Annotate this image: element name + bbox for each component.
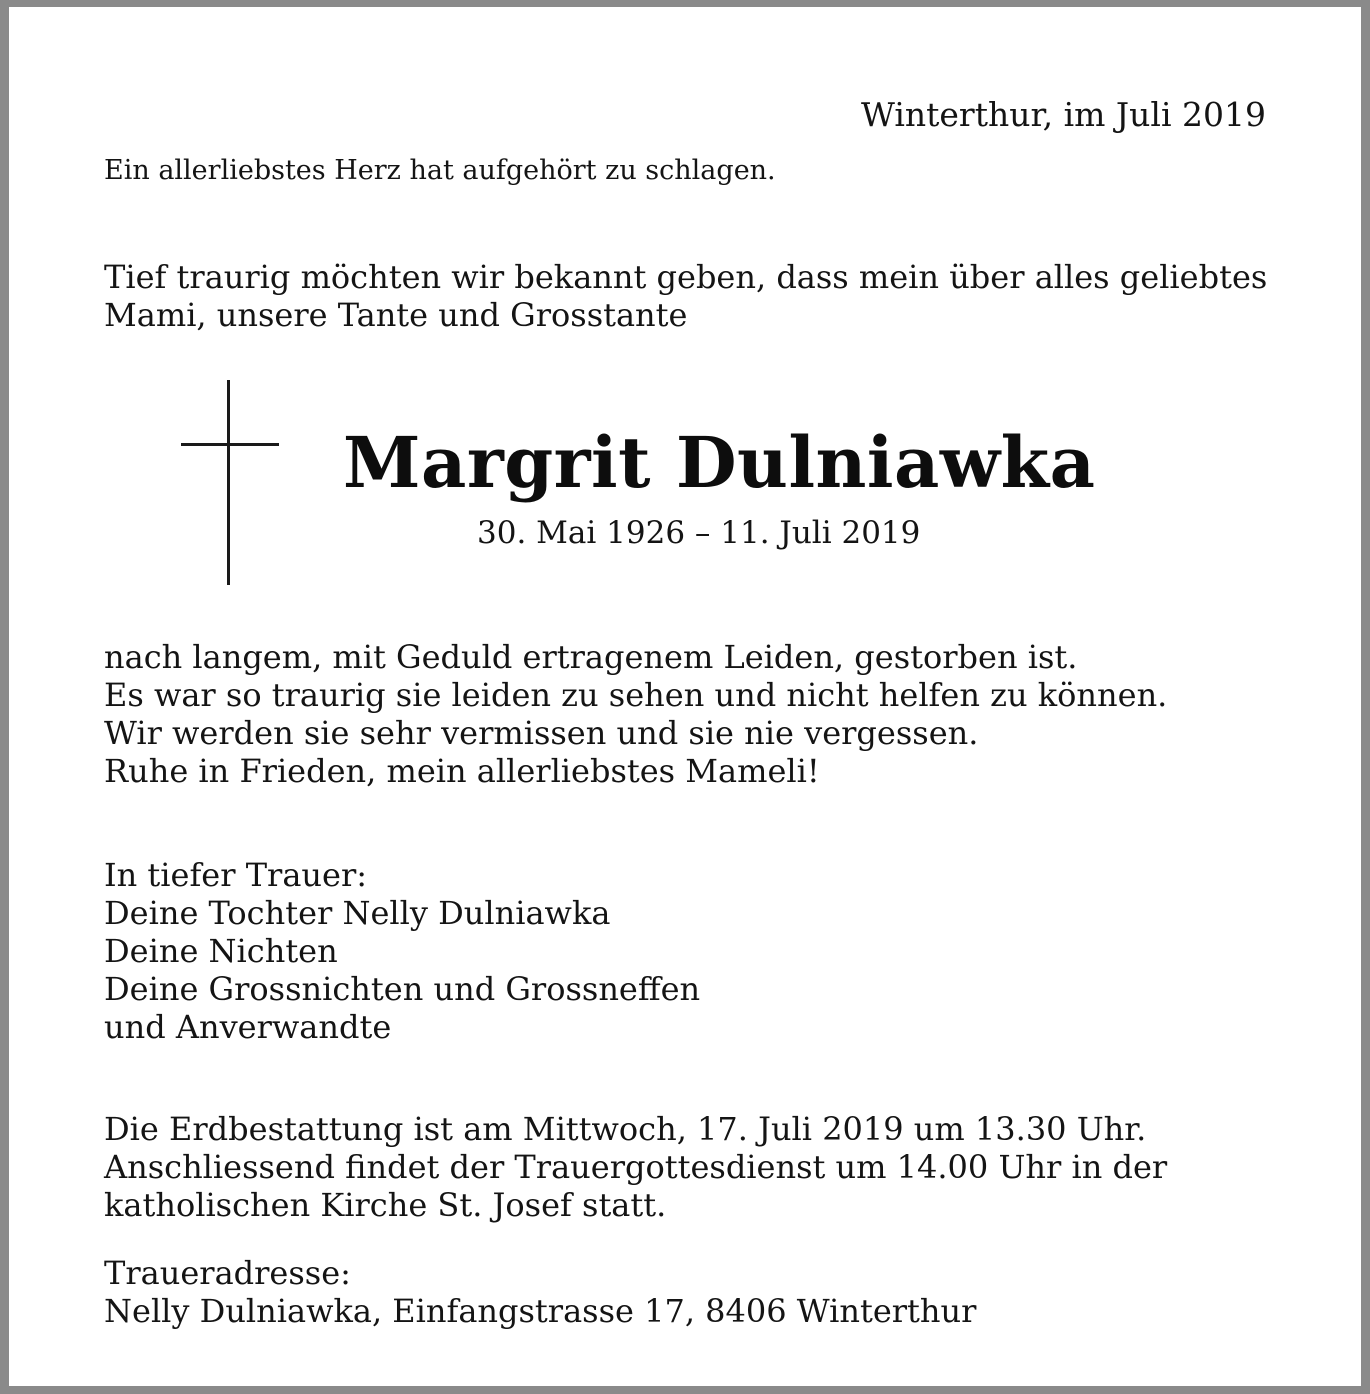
funeral-line: Die Erdbestattung ist am Mittwoch, 17. Juli 2019 um 13.30 Uhr. (104, 1110, 1147, 1148)
place-date: Winterthur, im Juli 2019 (860, 95, 1266, 134)
deceased-name: Margrit Dulniawka (343, 421, 1096, 504)
address-line: Nelly Dulniawka, Einfangstrasse 17, 8406 Winterthur (104, 1292, 977, 1330)
cross-horizontal-bar (181, 443, 279, 446)
address-label: Traueradresse: (104, 1254, 351, 1292)
cross-icon (181, 380, 279, 585)
cross-vertical-bar (227, 380, 230, 585)
funeral-line: Anschliessend findet der Trauergottesdienst um 14.00 Uhr in der (104, 1148, 1168, 1186)
announcement-text (104, 258, 1267, 334)
mourning-address (104, 1254, 976, 1330)
intro-line: Ein allerliebstes Herz hat aufgehört zu schlagen. (104, 155, 776, 186)
announcement-line: Tief traurig möchten wir bekannt geben, dass mein über alles geliebtes (104, 258, 1268, 296)
funeral-info (104, 1110, 1167, 1224)
mourners-line: Deine Tochter Nelly Dulniawka (104, 894, 611, 932)
message-line: Wir werden sie sehr vermissen und sie nie vergessen. (104, 714, 979, 752)
message-line: Es war so traurig sie leiden zu sehen und nicht helfen zu können. (104, 676, 1168, 714)
funeral-line: katholischen Kirche St. Josef statt. (104, 1186, 667, 1224)
mourners-line: Deine Nichten (104, 932, 338, 970)
mourners-line: und Anverwandte (104, 1008, 392, 1046)
mourners-line: Deine Grossnichten und Grossneffen (104, 970, 701, 1008)
life-dates: 30. Mai 1926 – 11. Juli 2019 (477, 515, 921, 551)
message-line: nach langem, mit Geduld ertragenem Leiden, gestorben ist. (104, 638, 1078, 676)
message-line: Ruhe in Frieden, mein allerliebstes Mameli! (104, 752, 820, 790)
mourners-line: In tiefer Trauer: (104, 856, 368, 894)
message-text (104, 638, 1167, 790)
announcement-line: Mami, unsere Tante und Grosstante (104, 296, 688, 334)
mourners-list (104, 856, 700, 1046)
